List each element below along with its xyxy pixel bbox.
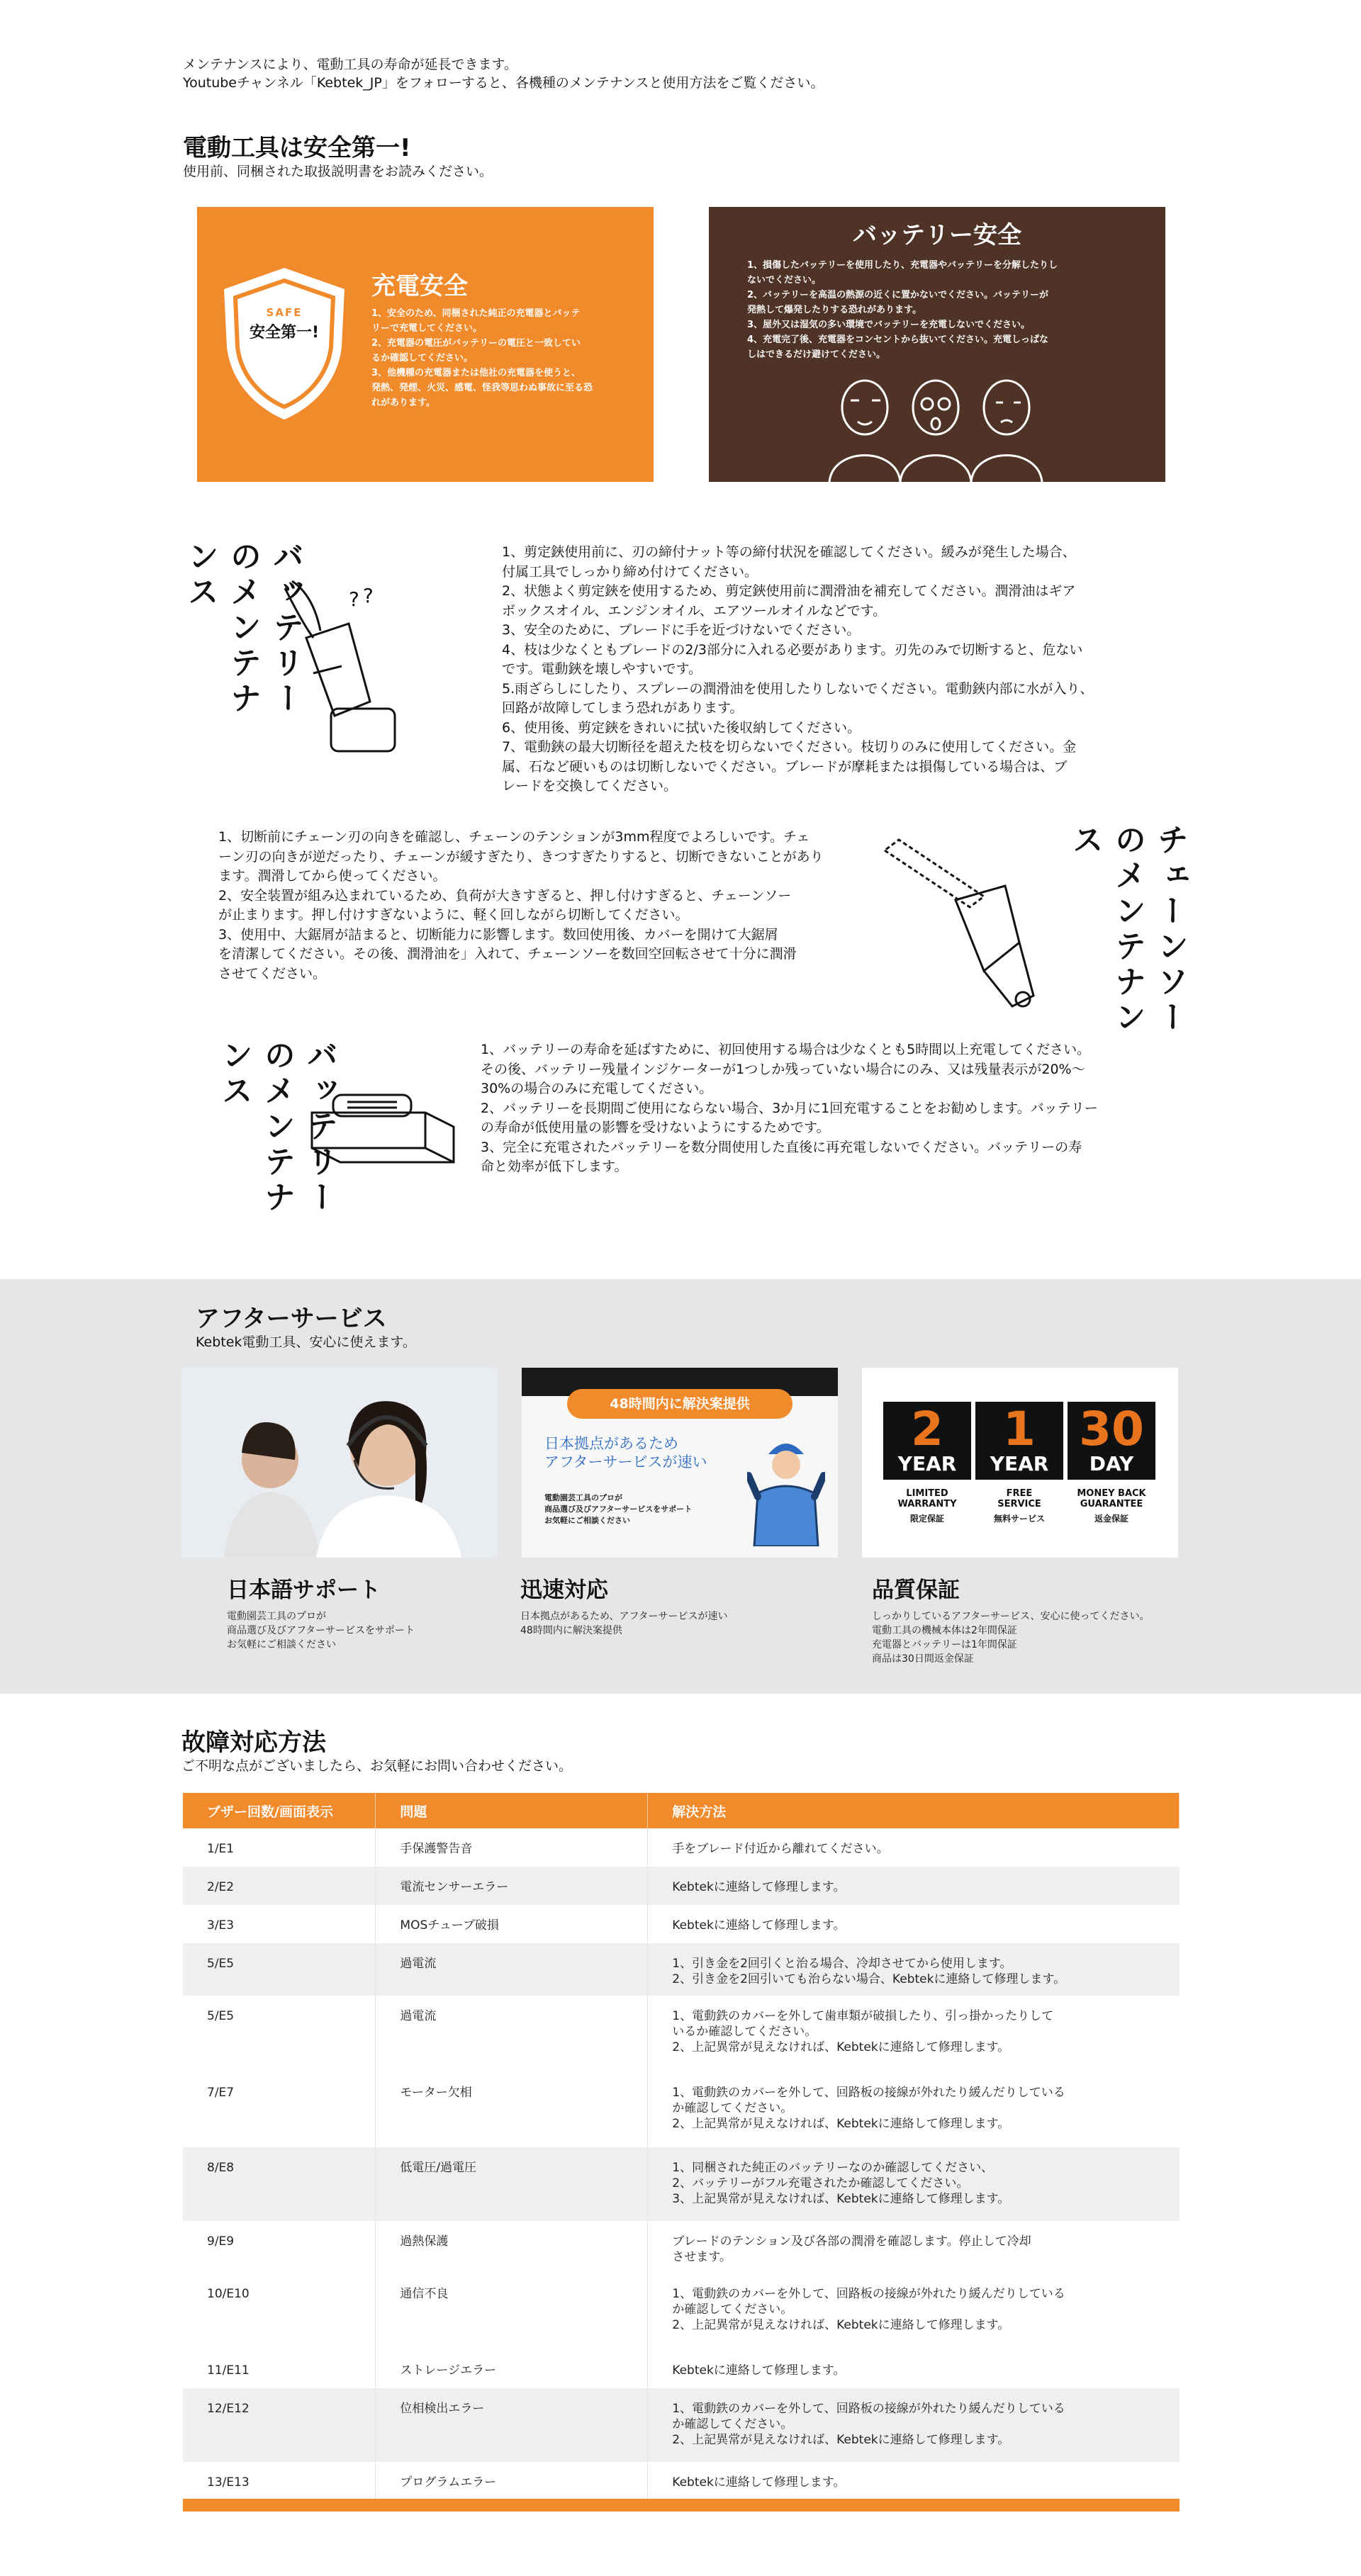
solution-line: 1、電動鉄のカバーを外して、回路板の接線が外れたり緩んだりしている xyxy=(672,2287,1065,2301)
solution-line: 2、バッテリーがフル充電されたか確認してください。 xyxy=(672,2176,969,2190)
chainsaw-illustration xyxy=(870,829,1041,1020)
solution-line: 手をブレード付近から離れてください。 xyxy=(672,1842,889,1856)
solution-line: 2、引き金を2回引いても治らない場合、Kebtekに連絡して修理します。 xyxy=(672,1972,1066,1986)
solution-line: させます。 xyxy=(672,2250,732,2264)
maint2-line: ます。潤滑してから使ってください。 xyxy=(218,868,447,884)
service-item-title: 品質保証 xyxy=(872,1577,960,1603)
row-problem: 低電圧/過電圧 xyxy=(376,2147,648,2221)
battery-line: 4、充電完了後、充電器をコンセントから抜いてください。充電しっぱな xyxy=(747,334,1049,345)
service-title: アフターサービス xyxy=(196,1305,387,1333)
battery-illustration xyxy=(305,1084,468,1176)
charge-safety-text xyxy=(371,306,593,410)
service-item-line: 電動工具の機械本体は2年間保証 xyxy=(872,1625,1017,1636)
battery-safety-banner xyxy=(709,207,1165,482)
solution-line: 1、電動鉄のカバーを外して歯車類が破損したり、引っ掛かったりして xyxy=(672,2009,1054,2023)
maint1-line: 6、使用後、剪定鋏をきれいに拭いた後収納してください。 xyxy=(502,719,861,736)
fast-small-line: お気軽にご相談ください xyxy=(544,1516,630,1525)
charge-line: 1、安全のため、同梱された純正の充電器とバッテ xyxy=(371,308,581,319)
row-code: 11/E11 xyxy=(183,2350,376,2388)
fast-small-line: 商品選び及びアフターサービスをサポート xyxy=(544,1504,693,1514)
trouble-table xyxy=(183,1793,1180,2512)
maint2-line: 1、切断前にチェーン刃の向きを確認し、チェーンのテンションが3mm程度でよろしいです。チェ xyxy=(218,829,810,845)
shield-icon xyxy=(217,262,352,425)
fast-response-heading xyxy=(544,1434,707,1471)
solution-line: Kebtekに連絡して修理します。 xyxy=(672,2475,846,2490)
maint1-line: 1、剪定鋏使用前に、刃の締付ナット等の締付状況を確認してください。緩みが発生した場合、 xyxy=(502,544,1076,560)
badge-jp-label: 無料サービス xyxy=(993,1514,1045,1524)
badge-unit: YEAR xyxy=(897,1452,957,1475)
row-problem: 位相検出エラー xyxy=(376,2388,648,2462)
badge-number: 30 xyxy=(1079,1402,1144,1456)
row-problem: プログラムエラー xyxy=(376,2462,648,2505)
charge-line: 3、他機種の充電器または他社の充電器を使うと、 xyxy=(371,368,581,378)
charge-line: リーで充電してください。 xyxy=(371,323,483,334)
table-row xyxy=(183,2462,1180,2505)
solution-line: 1、同梱された純正のバッテリーなのか確認してください、 xyxy=(672,2161,994,2175)
row-problem: 過熱保護 xyxy=(376,2221,648,2273)
warranty-badge-30-day xyxy=(1068,1402,1155,1524)
header-code: ブザー回数/画面表示 xyxy=(183,1793,376,1828)
row-solution xyxy=(648,2273,1180,2350)
row-code: 10/E10 xyxy=(183,2273,376,2350)
solution-line: 1、電動鉄のカバーを外して、回路板の接線が外れたり緩んだりしている xyxy=(672,2086,1065,2100)
maint2-line: ーン刃の向きが逆だったり、チェーンが緩すぎたり、きつすぎたりすると、切断できないことがあり xyxy=(218,848,824,865)
service-item-line: 電動園芸工具のプロが xyxy=(227,1611,326,1622)
service-item-line: しっかりしているアフターサービス、安心に使ってください。 xyxy=(872,1611,1150,1622)
maint1-line: 7、電動鋏の最大切断径を超えた枝を切らないでください。枝切りのみに使用してください。金 xyxy=(502,739,1077,755)
row-solution xyxy=(648,2221,1180,2273)
solution-line: か確認してください。 xyxy=(672,2302,793,2317)
row-code: 2/E2 xyxy=(183,1867,376,1905)
row-code: 3/E3 xyxy=(183,1905,376,1943)
battery-line: 1、損傷したバッテリーを使用したり、充電器やバッテリーを分解したりし xyxy=(747,260,1058,271)
intro-line-1: メンテナンスにより、電動工具の寿命が延長できます。 xyxy=(183,57,517,72)
row-problem: 手保護警告音 xyxy=(376,1828,648,1867)
service-item-quality xyxy=(872,1572,1149,1666)
badge-label: MONEY BACK xyxy=(1077,1488,1146,1499)
solution-line: 2、上記異常が見えなければ、Kebtekに連絡して修理します。 xyxy=(672,2433,1010,2447)
table-row xyxy=(183,1905,1180,1943)
charge-line: るか確認してください。 xyxy=(371,353,474,364)
maint2-line: を清潔してください。その後、潤滑油を」入れて、チェーンソーを数回空回転させて十分に潤滑 xyxy=(218,946,797,962)
maint1-line: 回路が故障してしまう恐れがあります。 xyxy=(502,700,744,716)
battery-line: しはできるだけ避けてください。 xyxy=(747,349,886,360)
trouble-title: 故障対応方法 xyxy=(181,1728,326,1757)
row-code: 9/E9 xyxy=(183,2221,376,2273)
charge-safety-banner xyxy=(197,207,654,482)
maint3-line: 1、バッテリーの寿命を延ばすために、初回使用する場合は少なくとも5時間以上充電してください。 xyxy=(481,1042,1091,1057)
row-solution xyxy=(648,1996,1180,2072)
row-solution xyxy=(648,2462,1180,2505)
badge-label: WARRANTY xyxy=(897,1499,957,1509)
warranty-badge-2-year xyxy=(883,1402,971,1524)
row-solution xyxy=(648,2072,1180,2147)
solution-line: いるか確認してください。 xyxy=(672,2025,817,2039)
table-row xyxy=(183,1943,1180,1996)
maint1-text xyxy=(502,543,1093,797)
fast-small-line: 電動園芸工具のプロが xyxy=(544,1493,622,1502)
table-row xyxy=(183,2147,1180,2221)
solution-line: Kebtekに連絡して修理します。 xyxy=(672,1880,846,1894)
badge-label: GUARANTEE xyxy=(1080,1499,1143,1509)
maint3-line: 30%の場合のみに充電してください。 xyxy=(481,1081,713,1096)
charge-line: 発熱、発煙、火災、感電、怪我等思わぬ事故に至る恐 xyxy=(371,383,593,393)
maint1-line: 3、安全のために、ブレードに手を近づけないでください。 xyxy=(502,622,861,638)
service-item-line: 商品選び及びアフターサービスをサポート xyxy=(227,1625,415,1636)
solution-line: 3、上記異常が見えなければ、Kebtekに連絡して修理します。 xyxy=(672,2192,1010,2206)
maint1-line: 2、状態よく剪定鋏を使用するため、剪定鋏使用前に潤滑油を補充してください。潤滑油はギア xyxy=(502,583,1076,599)
row-code: 5/E5 xyxy=(183,1943,376,1996)
solution-line: Kebtekに連絡して修理します。 xyxy=(672,1918,846,1933)
charge-safety-title: 充電安全 xyxy=(371,272,468,300)
maint1-line: 4、枝は少なくともブレードの2/3部分に入れる必要があります。刃先のみで切断すると、危ない xyxy=(502,641,1083,658)
service-item-fast-response xyxy=(520,1572,727,1638)
headset-operator-photo xyxy=(181,1368,498,1558)
warranty-card xyxy=(862,1368,1178,1558)
solution-line: 1、引き金を2回引くと治る場合、冷却させてから使用します。 xyxy=(672,1957,1012,1971)
badge-jp-label: 限定保証 xyxy=(909,1514,944,1524)
shield-main-label: 安全第一! xyxy=(249,324,320,342)
badge-jp-label: 返金保証 xyxy=(1094,1514,1128,1524)
battery-safety-title: バッテリー安全 xyxy=(853,221,1021,249)
row-solution xyxy=(648,2388,1180,2462)
row-solution xyxy=(648,1905,1180,1943)
badge-label: LIMITED xyxy=(906,1488,948,1499)
maint3-line: の寿命が低使用量の影響を受けないようにするためです。 xyxy=(481,1120,830,1135)
solution-line: 2、上記異常が見えなければ、Kebtekに連絡して修理します。 xyxy=(672,2117,1010,2131)
solution-line: 1、電動鉄のカバーを外して、回路板の接線が外れたり緩んだりしている xyxy=(672,2402,1065,2416)
maint3-line: 命と効率が低下します。 xyxy=(481,1159,628,1174)
row-problem: モーター欠相 xyxy=(376,2072,648,2147)
shield-safe-label: SAFE xyxy=(266,306,303,319)
header-problem: 問題 xyxy=(376,1793,648,1828)
solution-line: 2、上記異常が見えなければ、Kebtekに連絡して修理します。 xyxy=(672,2318,1010,2332)
battery-safety-text xyxy=(747,258,1058,362)
intro-line-2: Youtubeチャンネル「Kebtek_JP」をフォローすると、各機種のメンテナンスと使用方法をご覧ください。 xyxy=(183,75,824,91)
row-code: 5/E5 xyxy=(183,1996,376,2072)
badge-unit: DAY xyxy=(1089,1452,1134,1475)
row-solution xyxy=(648,1943,1180,1996)
header-solution: 解決方法 xyxy=(648,1793,1180,1828)
row-problem: 通信不良 xyxy=(376,2273,648,2350)
maint1-line: 付属工具でしっかり締め付けてください。 xyxy=(502,563,758,580)
maint1-title: バッテリーのメンテナンス xyxy=(182,540,303,717)
table-row xyxy=(183,1867,1180,1905)
row-code: 13/E13 xyxy=(183,2462,376,2505)
table-row xyxy=(183,2350,1180,2388)
row-code: 12/E12 xyxy=(183,2388,376,2462)
service-item-title: 日本語サポート xyxy=(227,1577,381,1603)
row-solution xyxy=(648,1828,1180,1867)
charge-line: れがあります。 xyxy=(371,398,435,408)
maint1-line: ボックスオイル、エンジンオイル、エアツールオイルなどです。 xyxy=(502,602,887,619)
maint2-line: 2、安全装置が組み込まれているため、負荷が大きすぎると、押し付けすぎると、チェーンソー xyxy=(218,887,792,904)
intro xyxy=(183,55,824,92)
maint2-line: が止まります。押し付けすぎないように、軽く回しながら切断してください。 xyxy=(218,907,689,923)
maint1-line: 5.雨ざらしにしたり、スプレーの潤滑油を使用したりしないでください。電動鋏内部に水が入り、 xyxy=(502,680,1094,697)
row-solution xyxy=(648,2147,1180,2221)
svg-text:?: ? xyxy=(363,584,374,607)
table-header-row xyxy=(183,1793,1180,1828)
service-item-line: お気軽にご相談ください xyxy=(227,1639,336,1650)
badge-number: 2 xyxy=(911,1402,943,1456)
solution-line: Kebtekに連絡して修理します。 xyxy=(672,2363,846,2378)
charge-line: 2、充電器の電圧がバッテリーの電圧と一致してい xyxy=(371,338,581,349)
service-item-line: 充電器とバッテリーは1年間保証 xyxy=(872,1639,1017,1650)
fast-response-card xyxy=(522,1368,838,1558)
pruning-shears-illustration xyxy=(264,567,405,765)
maint2-title: チェーンソーのメンテナンス xyxy=(1067,823,1188,1036)
technician-icon xyxy=(747,1433,825,1546)
badge-number: 1 xyxy=(1003,1402,1036,1456)
solution-line: ブレードのテンション及び各部の潤滑を確認します。停止して冷却 xyxy=(672,2234,1031,2249)
maint3-text xyxy=(481,1040,1098,1177)
fast-heading-line: アフターサービスが速い xyxy=(544,1453,707,1470)
solution-line: か確認してください。 xyxy=(672,2101,793,2115)
row-code: 7/E7 xyxy=(183,2072,376,2147)
table-row xyxy=(183,1996,1180,2072)
maint2-line: させてください。 xyxy=(218,965,327,982)
table-row xyxy=(183,2221,1180,2273)
row-code: 8/E8 xyxy=(183,2147,376,2221)
maint3-line: その後、バッテリー残量インジケーターが1つしか残っていない場合にのみ、又は残量表示が20%～ xyxy=(481,1061,1085,1077)
row-code: 1/E1 xyxy=(183,1828,376,1867)
row-solution xyxy=(648,2350,1180,2388)
row-problem: 過電流 xyxy=(376,1943,648,1996)
maint3-line: 3、完全に充電されたバッテリーを数分間使用した直後に再充電しないでください。バッテリーの寿 xyxy=(481,1139,1082,1155)
badge-label: SERVICE xyxy=(997,1499,1041,1509)
fast-heading-line: 日本拠点があるため xyxy=(544,1435,678,1452)
maint2-line: 3、使用中、大鋸屑が詰まると、切断能力に影響します。数回使用後、カバーを開けて大鋸屑 xyxy=(218,926,778,943)
row-problem: MOSチューブ破損 xyxy=(376,1905,648,1943)
service-item-title: 迅速対応 xyxy=(520,1577,608,1603)
maint2-text xyxy=(218,828,824,984)
battery-line: ないでください。 xyxy=(747,275,822,286)
support-photo-card xyxy=(181,1368,498,1558)
battery-line: 2、バッテリーを高温の熱源の近くに置かないでください。バッテリーが xyxy=(747,290,1049,300)
table-row xyxy=(183,2273,1180,2350)
worried-people-illustration xyxy=(815,369,1056,482)
service-item-line: 48時間内に解決案提供 xyxy=(520,1625,622,1636)
maint1-line: レードを交換してください。 xyxy=(502,778,678,794)
row-solution xyxy=(648,1867,1180,1905)
row-problem: 電流センサーエラー xyxy=(376,1867,648,1905)
trouble-subtitle: ご不明な点がございましたら、お気軽にお問い合わせください。 xyxy=(181,1758,573,1774)
safety-subtitle: 使用前、同梱された取扱説明書をお読みください。 xyxy=(183,164,493,179)
table-row xyxy=(183,2388,1180,2462)
solution-line: か確認してください。 xyxy=(672,2417,793,2431)
maint1-line: です。電動鋏を壊しやすいです。 xyxy=(502,661,702,677)
table-row xyxy=(183,1828,1180,1867)
row-problem: 過電流 xyxy=(376,1996,648,2072)
warranty-badge-1-year xyxy=(975,1402,1063,1524)
maint3-line: 2、バッテリーを長期間ご使用にならない場合、3か月に1回充電することをお勧めします。バッテリー xyxy=(481,1100,1098,1116)
badge-unit: YEAR xyxy=(990,1452,1049,1475)
48h-badge: 48時間内に解決案提供 xyxy=(567,1389,792,1419)
row-problem: ストレージエラー xyxy=(376,2350,648,2388)
maint3-title: バッテリーのメンテナンス xyxy=(216,1039,337,1216)
service-item-japanese-support xyxy=(227,1572,415,1652)
service-item-line: 日本拠点があるため、アフターサービスが速い xyxy=(520,1611,728,1622)
service-subtitle: Kebtek電動工具、安心に使えます。 xyxy=(196,1334,416,1350)
maint1-line: 属、石など硬いものは切断しないでください。ブレードが摩耗または損傷している場合は、ブ xyxy=(502,758,1068,775)
battery-line: 3、屋外又は湿気の多い環境でバッテリーを充電しないでください。 xyxy=(747,320,1031,330)
badge-label: FREE xyxy=(1006,1488,1033,1499)
battery-line: 発熱して爆発したりする恐れがあります。 xyxy=(747,305,922,315)
solution-line: 2、上記異常が見えなければ、Kebtekに連絡して修理します。 xyxy=(672,2040,1010,2054)
service-item-line: 商品は30日間返金保証 xyxy=(872,1653,974,1665)
safety-title: 電動工具は安全第一! xyxy=(183,134,411,162)
table-row xyxy=(183,2072,1180,2147)
svg-text:?: ? xyxy=(349,587,359,611)
fast-response-small xyxy=(544,1492,692,1526)
